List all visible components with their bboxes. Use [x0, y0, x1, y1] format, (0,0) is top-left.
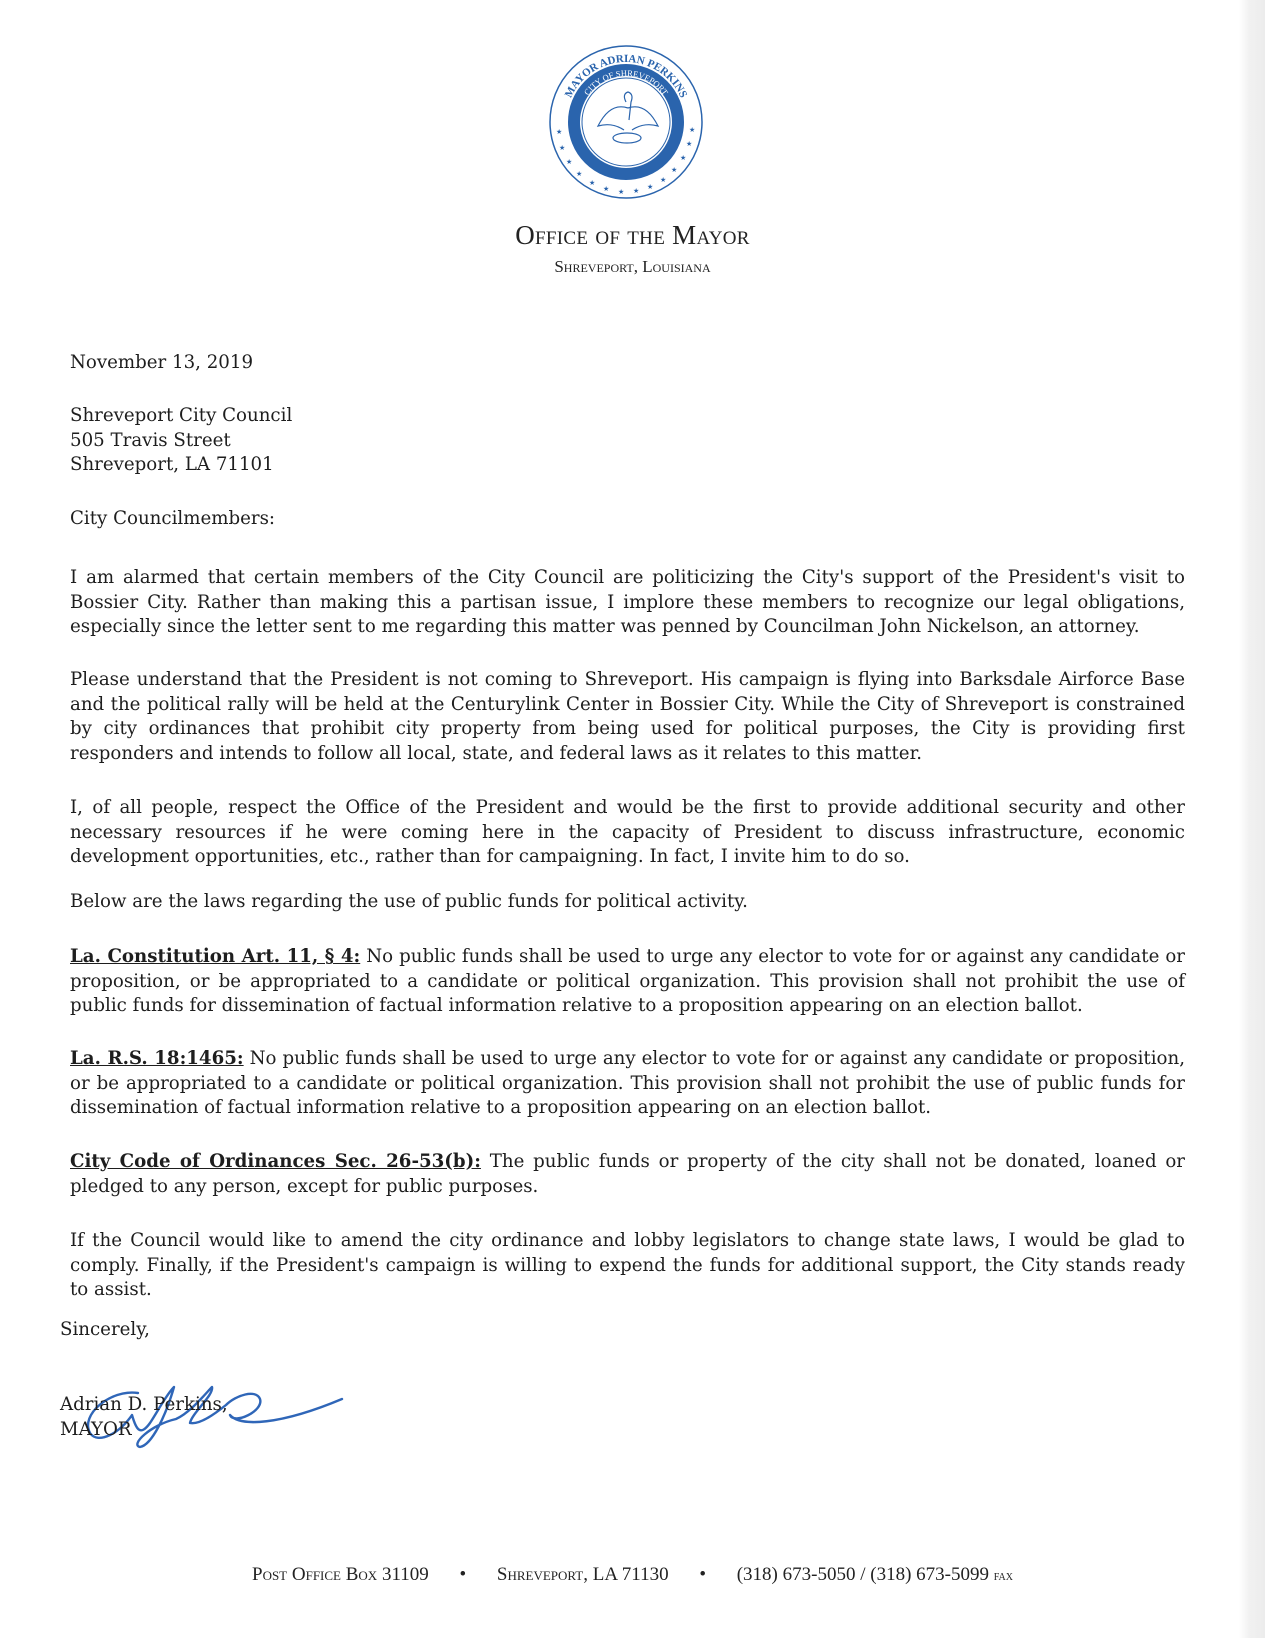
closing-paragraph: If the Council would like to amend the city ordinance and lobby legislators to change state laws, I would be glad to comply. Finally, if the President's campaign is willing to expend the funds for additional support, the City stands ready to assist.: [70, 1230, 1185, 1300]
svg-text:★: ★: [576, 170, 583, 178]
seal-inner-text: CITY OF SHREVEPORT: [581, 67, 671, 98]
law-text: No public funds shall be used to urge any elector to vote for or against any candidate or proposition, or be appropriated to a candidate or political organization. This provision shall not prohibit the use of public funds for dissemination of factual information relative to a proposition appearing on an election ballot.: [70, 946, 1185, 1016]
signer-block: [60, 1393, 1175, 1442]
law-constitution: [70, 945, 1185, 1019]
paragraph-1: I am alarmed that certain members of the City Council are politicizing the City's support of the President's visit to Bossier City. Rather than making this a partisan issue, I implore these members to recognize our legal obligations, especially since the letter sent to me regarding this matter was penned by Councilman John Nickelson, an attorney.: [70, 567, 1185, 637]
letterhead-title: Office of the Mayor: [515, 220, 750, 250]
svg-text:★: ★: [647, 183, 654, 191]
law-text: The public funds or property of the city shall not be donated, loaned or pledged to any person, except for public purposes.: [70, 1151, 1186, 1197]
law-revised-statute: [70, 1047, 1185, 1121]
svg-text:★: ★: [618, 188, 625, 196]
recipient-line: Shreveport City Council: [70, 405, 293, 426]
footer-po-box: Post Office Box 31109: [252, 1564, 429, 1585]
svg-text:★: ★: [559, 144, 566, 152]
law-text: No public funds shall be used to urge any elector to vote for or against any candidate or proposition, or be appropriated to a candidate or political organization. This provision shall not prohibit the use of public funds for dissemination of factual information relative to a proposition appearing on an election ballot.: [70, 1048, 1185, 1118]
recipient-line: Shreveport, LA 71101: [70, 454, 274, 475]
svg-text:★: ★: [671, 166, 678, 174]
paragraph-2: Please understand that the President is not coming to Shreveport. His campaign is flying into Barksdale Airforce Base and the political rally will be held at the Centurylink Center in Bossier City. While the City of Shreveport is constrained by city ordinances that prohibit city property from being used for political purposes, the City is providing first responders and intends to follow all local, state, and federal laws as it relates to this matter.: [70, 669, 1185, 764]
footer-city: Shreveport, LA 71130: [496, 1564, 669, 1585]
seal-outer-text: MAYOR ADRIAN PERKINS: [562, 52, 690, 100]
svg-text:★: ★: [680, 154, 687, 162]
paragraph-4: Below are the laws regarding the use of public funds for political activity.: [70, 891, 748, 912]
footer-separator: •: [459, 1564, 467, 1585]
letterhead-subtitle: Shreveport, Louisiana: [554, 257, 711, 276]
svg-text:★: ★: [556, 128, 563, 136]
closing: Sincerely,: [60, 1319, 150, 1340]
svg-text:★: ★: [566, 158, 573, 166]
svg-text:★: ★: [686, 140, 693, 148]
salutation: City Councilmembers:: [70, 508, 276, 529]
law-city-code: [70, 1150, 1185, 1199]
city-seal-logo: [546, 42, 706, 202]
law-heading: La. Constitution Art. 11, § 4:: [70, 946, 361, 967]
svg-text:★: ★: [660, 176, 667, 184]
seal-bottom-text: LOUISIANA: [604, 152, 648, 166]
svg-text:★: ★: [689, 126, 696, 134]
signer-title: MAYOR: [60, 1418, 132, 1440]
law-heading: La. R.S. 18:1465:: [70, 1048, 244, 1069]
footer-separator: •: [699, 1564, 706, 1585]
recipient-line: 505 Travis Street: [70, 429, 231, 451]
footer-fax-label: fax: [993, 1569, 1013, 1584]
recipient-address: [70, 404, 1185, 478]
svg-text:★: ★: [589, 179, 596, 187]
law-heading: City Code of Ordinances Sec. 26-53(b):: [70, 1151, 481, 1172]
paragraph-3: I, of all people, respect the Office of the President and would be the first to provide additional security and other necessary resources if he were coming here in the capacity of President to discuss infrastructure, economic development opportunities, etc., rather than for campaigning. In fact, I invite him to do so.: [70, 797, 1185, 867]
letter-date: November 13, 2019: [70, 352, 254, 373]
signer-name: Adrian D. Perkins,: [60, 1394, 228, 1415]
svg-text:★: ★: [603, 185, 610, 193]
svg-text:★: ★: [633, 187, 640, 195]
footer-phone: (318) 673-5050 / (318) 673-5099: [736, 1564, 989, 1585]
letterhead-footer: [0, 1564, 1265, 1586]
